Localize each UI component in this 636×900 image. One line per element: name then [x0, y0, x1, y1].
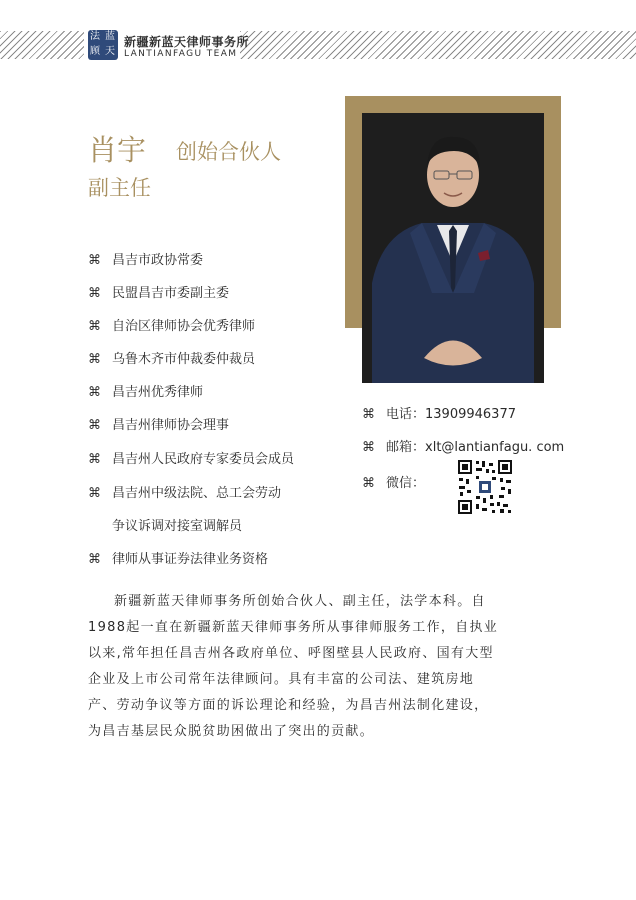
- bio-line: 为昌吉基层民众脱贫助困做出了突出的贡献。: [88, 724, 375, 739]
- position-text: 昌吉州优秀律师: [112, 385, 204, 400]
- phone-value[interactable]: 13909946377: [425, 407, 516, 422]
- header-hatch-left: [0, 31, 84, 59]
- command-bullet-icon: ⌘: [362, 440, 375, 455]
- position-item: [88, 482, 281, 501]
- command-bullet-icon: ⌘: [88, 385, 101, 400]
- position-text: 争议诉调对接室调解员: [112, 519, 243, 534]
- firm-logo: [88, 30, 118, 60]
- logo-char: 顾: [90, 46, 100, 57]
- position-text: 昌吉市政协常委: [112, 253, 204, 268]
- qr-code-icon: [456, 458, 514, 516]
- position-item: [88, 249, 203, 268]
- position-item: [88, 548, 268, 567]
- contact-phone: [362, 403, 516, 422]
- position-text: 民盟昌吉市委副主委: [112, 286, 230, 301]
- email-value[interactable]: xlt@lantianfagu. com: [425, 440, 565, 455]
- bio-line: 企业及上市公司常年法律顾问。具有丰富的公司法、建筑房地: [88, 672, 475, 687]
- contact-email: [362, 436, 564, 455]
- portrait-illustration: [362, 113, 544, 383]
- position-item-continuation: [112, 515, 242, 534]
- position-item: [88, 282, 229, 301]
- phone-label: 电话：: [386, 407, 426, 422]
- portrait-photo: [362, 113, 544, 383]
- command-bullet-icon: ⌘: [362, 407, 375, 422]
- command-bullet-icon: ⌘: [88, 452, 101, 467]
- command-bullet-icon: ⌘: [88, 319, 101, 334]
- position-item: [88, 315, 255, 334]
- position-item: [88, 381, 203, 400]
- lawyer-title-1: 创始合伙人: [176, 140, 281, 164]
- bio-line: 以来,常年担任昌吉州各政府单位、呼图壁县人民政府、国有大型: [88, 646, 494, 661]
- contact-wechat: [362, 472, 425, 491]
- header-hatch-right: [240, 31, 636, 59]
- position-item: [88, 448, 294, 467]
- command-bullet-icon: ⌘: [88, 352, 101, 367]
- command-bullet-icon: ⌘: [88, 286, 101, 301]
- bio-line: 新疆新蓝天律师事务所创始合伙人、副主任，法学本科。自: [114, 594, 486, 609]
- logo-char: 天: [105, 46, 115, 57]
- lawyer-name: 肖宇: [88, 133, 147, 167]
- command-bullet-icon: ⌘: [88, 253, 101, 268]
- command-bullet-icon: ⌘: [362, 476, 375, 491]
- position-text: 律师从事证券法律业务资格: [112, 552, 269, 567]
- position-item: [88, 348, 255, 367]
- bio-line: 1988起一直在新疆新蓝天律师事务所从事律师服务工作，自执业: [88, 620, 499, 635]
- logo-char: 蓝: [105, 31, 115, 42]
- position-text: 昌吉州律师协会理事: [112, 418, 230, 433]
- command-bullet-icon: ⌘: [88, 418, 101, 433]
- position-text: 乌鲁木齐市仲裁委仲裁员: [112, 352, 256, 367]
- wechat-qr-code: [456, 458, 514, 516]
- bio-line: 产、劳动争议等方面的诉讼理论和经验，为昌吉州法制化建设，: [88, 698, 489, 713]
- biography-paragraph: [88, 589, 550, 745]
- position-text: 昌吉州人民政府专家委员会成员: [112, 452, 295, 467]
- position-item: [88, 414, 229, 433]
- wechat-label: 微信：: [386, 476, 426, 491]
- firm-name-en: LANTIANFAGU TEAM: [124, 49, 238, 59]
- command-bullet-icon: ⌘: [88, 486, 101, 501]
- position-text: 昌吉州中级法院、总工会劳动: [112, 486, 282, 501]
- logo-char: 法: [90, 31, 100, 42]
- command-bullet-icon: ⌘: [88, 552, 101, 567]
- firm-name-cn: 新疆新蓝天律师事务所: [124, 35, 250, 49]
- email-label: 邮箱：: [386, 440, 426, 455]
- lawyer-title-2: 副主任: [88, 176, 151, 200]
- position-text: 自治区律师协会优秀律师: [112, 319, 256, 334]
